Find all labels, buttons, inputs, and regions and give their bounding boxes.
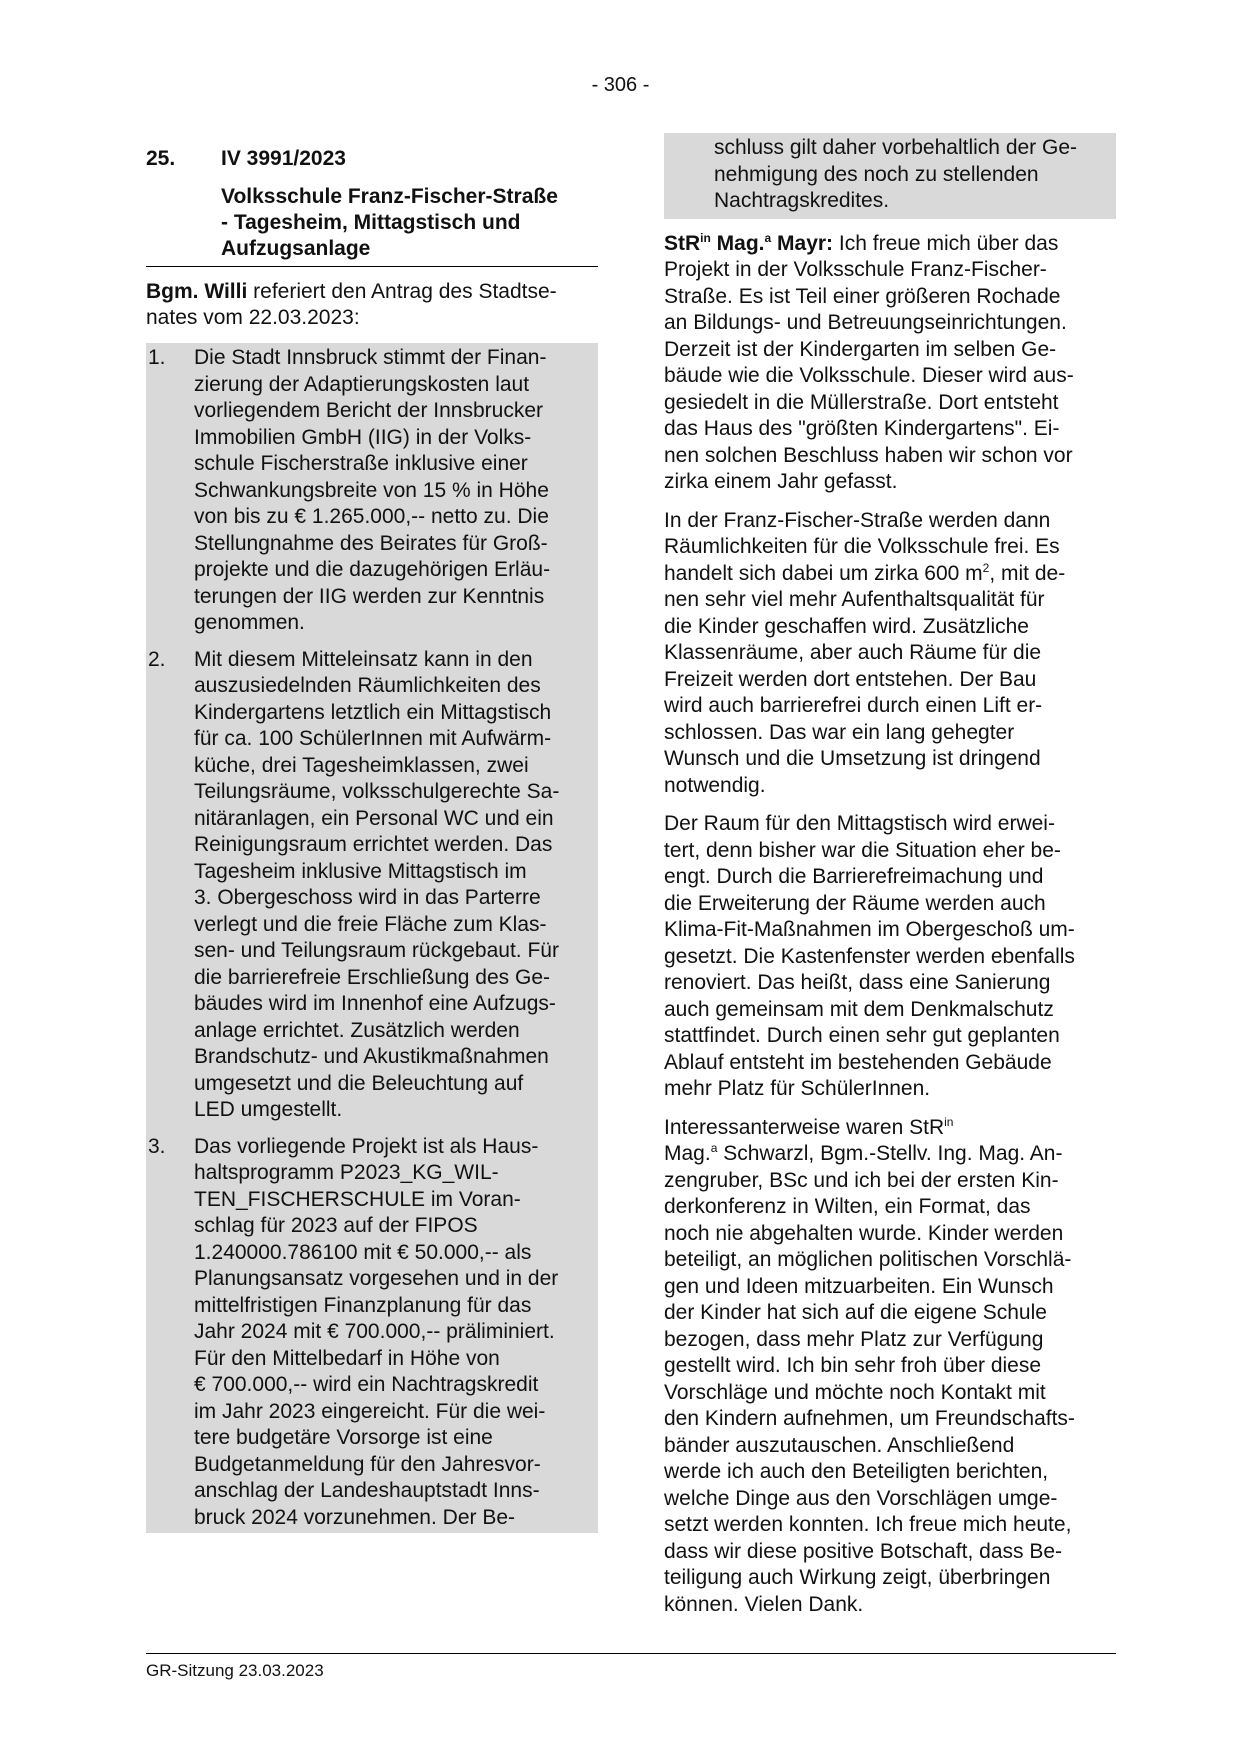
text-line: von bis zu € 1.265.000,-- netto zu. Die <box>194 505 549 528</box>
text-line: schlossen. Das war ein lang gehegter <box>664 720 1015 744</box>
text-line: schluss gilt daher vorbehaltlich der Ge- <box>714 136 1078 159</box>
text-line: Kindergartens letztlich ein Mittagstisch <box>194 700 552 724</box>
text-line: bezogen, dass mehr Platz zur Verfügung <box>664 1327 1044 1351</box>
subject-line: Aufzugsanlage <box>221 237 371 260</box>
text-line: In der Franz-Fischer-Straße werden dann <box>664 508 1051 532</box>
text-line: 1.240000.786100 mit € 50.000,-- als <box>194 1240 532 1264</box>
motion-continuation <box>664 133 1116 219</box>
text-line: TEN_FISCHERSCHULE im Voran- <box>194 1187 521 1211</box>
motion-item-text <box>194 1134 594 1532</box>
footer-session-date: GR-Sitzung 23.03.2023 <box>146 1661 324 1680</box>
text-line: mittelfristigen Finanzplanung für das <box>194 1293 532 1317</box>
speech-paragraph-3 <box>664 811 1116 1103</box>
superscript: a <box>710 1141 718 1155</box>
text-line: wird auch barrierefrei durch einen Lift er- <box>664 694 1043 717</box>
text-line: Immobilien GmbH (IIG) in der Volks- <box>194 425 532 449</box>
text-line: auszusiedelnden Räumlichkeiten des <box>194 674 541 697</box>
text-line: gesiedelt in die Müllerstraße. Dort entsteht <box>664 390 1059 414</box>
text-line: die Erweiterung der Räume werden auch <box>664 891 1046 915</box>
text-line: Der Raum für den Mittagstisch wird erwei- <box>664 812 1055 835</box>
text-line: renoviert. Das heißt, dass eine Sanierung <box>664 971 1051 994</box>
agenda-item-header <box>146 146 598 172</box>
text-line: Klima-Fit-Maßnahmen im Obergeschoß um- <box>664 918 1075 941</box>
text-line: der Kinder hat sich auf die eigene Schule <box>664 1301 1047 1324</box>
text-line: nen solchen Beschluss haben wir schon vor <box>664 443 1073 467</box>
text-line: können. Vielen Dank. <box>664 1592 864 1616</box>
text-line: teiligung auch Wirkung zeigt, überbringen <box>664 1566 1051 1589</box>
text-line: nen sehr viel mehr Aufenthaltsqualität für <box>664 588 1045 611</box>
text-line: die barrierefreie Erschließung des Ge- <box>194 965 550 989</box>
text-line: Planungsansatz vorgesehen und in der <box>194 1267 559 1290</box>
intro-text-line: nates vom 22.03.2023: <box>146 306 360 329</box>
text-line: bäudes wird im Innenhof eine Aufzugs- <box>194 992 556 1015</box>
text-line: auch gemeinsam mit dem Denkmalschutz <box>664 997 1054 1021</box>
motion-item <box>148 1134 594 1532</box>
text-line: küche, drei Tagesheimklassen, zwei <box>194 753 529 777</box>
text-line: haltsprogramm P2023_KG_WIL- <box>194 1161 499 1184</box>
text-line: bruck 2024 vorzunehmen. Der Be- <box>194 1505 515 1529</box>
superscript: 2 <box>982 560 990 575</box>
subject-line: - Tagesheim, Mittagstisch und <box>221 211 521 234</box>
speaker-sup: a <box>764 230 772 245</box>
agenda-item-number: 25. <box>146 147 176 170</box>
text-line: anlage errichtet. Zusätzlich werden <box>194 1018 520 1042</box>
text-line: tert, denn bisher war die Situation eher be- <box>664 838 1061 862</box>
text-line: Ich freue mich über das <box>833 231 1059 255</box>
superscript: in <box>944 1114 954 1129</box>
motion-item-number: 3. <box>148 1134 166 1158</box>
motion-item <box>148 345 594 637</box>
speech-paragraph-2 <box>664 508 1116 800</box>
text-line: zirka einem Jahr gefasst. <box>664 470 898 493</box>
speech-text <box>664 232 1074 494</box>
text-line: genommen. <box>194 611 305 634</box>
text-line: zengruber, BSc und ich bei der ersten Kin- <box>664 1168 1059 1192</box>
text-line: € 700.000,-- wird ein Nachtragskredit <box>194 1373 539 1396</box>
text-line: Budgetanmeldung für den Jahresvor- <box>194 1452 541 1476</box>
text-line: gestellt wird. Ich bin sehr froh über diese <box>664 1354 1042 1377</box>
text-line: anschlag der Landeshauptstadt Inns- <box>194 1479 540 1502</box>
agenda-item-subject <box>146 184 598 267</box>
text-line: LED umgestellt. <box>194 1098 343 1121</box>
text-line: den Kindern aufnehmen, um Freundschafts- <box>664 1407 1075 1430</box>
text-line: tere budgetäre Vorsorge ist eine <box>194 1426 493 1449</box>
right-column <box>664 136 1116 1618</box>
text-line: 3. Obergeschoss wird in das Parterre <box>194 886 541 909</box>
text-line: vorliegendem Bericht der Innsbrucker <box>194 399 544 422</box>
text-line: setzt werden konnten. Ich freue mich heute, <box>664 1513 1072 1536</box>
text-line: beteiligt, an möglichen politischen Vorschlä- <box>664 1248 1072 1271</box>
text-line: Klassenräume, aber auch Räume für die <box>664 641 1042 664</box>
text-line: welche Dinge aus den Vorschlägen umge- <box>664 1486 1058 1510</box>
text-line: Schwankungsbreite von 15 % in Höhe <box>194 478 549 502</box>
text-line: Mit diesem Mitteleinsatz kann in den <box>194 647 533 671</box>
text-line: Teilungsräume, volksschulgerechte Sa- <box>194 780 560 803</box>
text-line: werde ich auch den Beteiligten berichten, <box>664 1460 1049 1483</box>
text-line: nehmigung des noch zu stellenden <box>714 162 1039 186</box>
text-line: noch nie abgehalten wurde. Kinder werden <box>664 1221 1064 1245</box>
motion-item-number: 1. <box>148 346 166 369</box>
text-line: für ca. 100 SchülerInnen mit Aufwärm- <box>194 727 552 750</box>
text-line: bänder auszutauschen. Anschließend <box>664 1433 1015 1457</box>
text-line: engt. Durch die Barrierefreimachung und <box>664 865 1044 888</box>
speech-paragraph-4 <box>664 1115 1116 1619</box>
text-line: Wunsch und die Umsetzung ist dringend <box>664 747 1041 770</box>
left-column <box>146 146 598 1533</box>
text-line: gesetzt. Die Kastenfenster werden ebenfalls <box>664 944 1075 968</box>
text-line: , mit de- <box>989 561 1066 585</box>
speaker-name: Mayr: <box>771 231 834 255</box>
subject-line: Volksschule Franz-Fischer-Straße <box>221 185 558 208</box>
speech-speaker <box>664 232 833 255</box>
motion-item-number: 2. <box>148 647 166 671</box>
text-line: verlegt und die freie Fläche zum Klas- <box>194 912 547 936</box>
text-line: Freizeit werden dort entstehen. Der Bau <box>664 667 1037 691</box>
text-line: Stellungnahme des Beirates für Groß- <box>194 531 548 555</box>
text-line: gen und Ideen mitzuarbeiten. Ein Wunsch <box>664 1274 1054 1298</box>
text-line: bäude wie die Volksschule. Dieser wird aus- <box>664 364 1074 387</box>
text-line: schlag für 2023 auf der FIPOS <box>194 1214 478 1237</box>
text-line: Ablauf entsteht im bestehenden Gebäude <box>664 1050 1052 1074</box>
speech-text: Interessanterweise waren StR <box>664 1115 945 1139</box>
text-line: das Haus des "größten Kindergartens". Ei- <box>664 417 1060 440</box>
text-line: an Bildungs- und Betreuungseinrichtungen. <box>664 311 1067 334</box>
text-line: Räumlichkeiten für die Volksschule frei. Es <box>664 535 1060 558</box>
intro-paragraph <box>146 279 598 331</box>
intro-speaker: Bgm. Willi <box>146 280 248 303</box>
speech-paragraph-1 <box>664 231 1116 496</box>
text-line: Straße. Es ist Teil einer größeren Rochade <box>664 284 1061 308</box>
page-number: - 306 - <box>591 74 650 96</box>
text-line: Brandschutz- und Akustikmaßnahmen <box>194 1045 549 1068</box>
motion-item-text <box>194 647 594 1124</box>
text-line: notwendig. <box>664 773 766 797</box>
speaker-sup: in <box>700 230 711 245</box>
text-line: im Jahr 2023 eingereicht. Für die wei- <box>194 1399 546 1423</box>
text-line: stattfindet. Durch einen sehr gut geplanten <box>664 1024 1060 1047</box>
text-line: schule Fischerstraße inklusive einer <box>194 452 528 475</box>
text-line: Schwarzl, Bgm.-Stellv. Ing. Mag. An- <box>717 1142 1063 1165</box>
text-line: Reinigungsraum errichtet werden. Das <box>194 833 553 856</box>
footer-divider <box>146 1653 1116 1654</box>
text-line: projekte und die dazugehörigen Erläu- <box>194 558 551 581</box>
text-line: derkonferenz in Wilten, ein Format, das <box>664 1195 1031 1218</box>
text-line: umgesetzt und die Beleuchtung auf <box>194 1071 524 1095</box>
text-line: Vorschläge und möchte noch Kontakt mit <box>664 1380 1046 1404</box>
text-line: die Kinder geschaffen wird. Zusätzliche <box>664 614 1029 638</box>
motion-box <box>146 343 598 1533</box>
text-line: Für den Mittelbedarf in Höhe von <box>194 1346 500 1370</box>
text-line: Derzeit ist der Kindergarten im selben Ge- <box>664 337 1057 361</box>
text-line: Die Stadt Innsbruck stimmt der Finan- <box>194 346 547 369</box>
text-line: sen- und Teilungsraum rückgebaut. Für <box>194 939 559 962</box>
text-line: Nachtragskredites. <box>714 189 890 212</box>
text-line: zierung der Adaptierungskosten laut <box>194 372 530 396</box>
text-line: Jahr 2024 mit € 700.000,-- präliminiert. <box>194 1320 555 1343</box>
motion-item <box>148 647 594 1124</box>
agenda-item-reference: IV 3991/2023 <box>221 147 346 170</box>
text-line: Projekt in der Volksschule Franz-Fischer- <box>664 258 1047 281</box>
motion-item-text <box>194 345 594 637</box>
text-line: mehr Platz für SchülerInnen. <box>664 1077 931 1100</box>
speech-text <box>664 562 1065 797</box>
text-line: Das vorliegende Projekt ist als Haus- <box>194 1134 539 1158</box>
text-line: terungen der IIG werden zur Kenntnis <box>194 584 545 608</box>
intro-text-line: referiert den Antrag des Stadtse- <box>247 280 557 303</box>
speech-text: Mag. <box>664 1142 711 1165</box>
speaker-title: StR <box>664 231 701 255</box>
speech-text <box>664 1142 1075 1616</box>
speaker-degree: Mag. <box>710 231 765 255</box>
text-line: nitäranlagen, ein Personal WC und ein <box>194 806 554 830</box>
text-line: dass wir diese positive Botschaft, dass Be- <box>664 1539 1063 1563</box>
text-line: Tagesheim inklusive Mittagstisch im <box>194 859 527 883</box>
text-line: handelt sich dabei um zirka 600 m <box>664 561 983 585</box>
